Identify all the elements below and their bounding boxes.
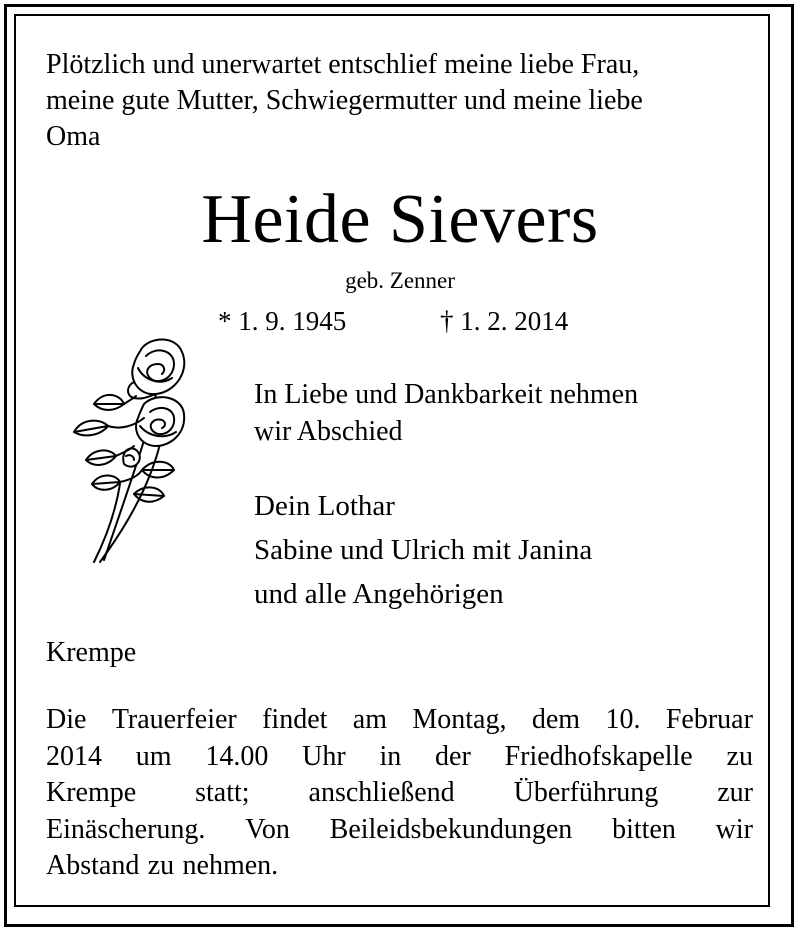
place-name: Krempe [46,637,137,668]
notice-word: Krempe [46,777,137,808]
notice-line [46,812,753,849]
farewell-line: wir Abschied [254,416,403,447]
deceased-name: Heide Sievers [201,181,599,258]
notice-word: Die [46,704,87,735]
notice-word: findet [262,704,328,735]
mourner-line: Sabine und Ulrich mit Janina [254,534,593,566]
notice-line [46,739,753,776]
rose-icon [64,334,204,570]
intro-text [46,47,758,155]
maiden-name: geb. Zenner [345,268,455,293]
farewell-line: In Liebe und Dankbarkeit nehmen [254,379,639,410]
funeral-notice [46,702,753,885]
intro-line: Oma [46,121,101,152]
birth-date: * 1. 9. 1945 [218,306,347,336]
mourners-list [254,484,592,616]
mourner-line: und alle Angehörigen [254,578,504,610]
notice-word: am [352,704,387,735]
notice-word: zur [717,777,753,808]
notice-word: Februar [665,704,753,735]
notice-word: Friedhofskapelle [504,740,693,772]
notice-word: statt; [195,777,250,808]
farewell-text [254,376,638,450]
notice-word: dem [531,704,581,735]
death-date: † 1. 2. 2014 [440,306,569,336]
notice-word: Von [245,813,290,845]
notice-line [46,702,753,739]
notice-word: bitten [612,813,676,845]
notice-word: 14.00 [205,740,269,772]
notice-word: zu [726,740,753,772]
notice-word: wir [715,813,753,845]
notice-word: Montag, [412,704,507,735]
notice-word: nehmen. [182,850,279,881]
notice-word: Einäscherung. [46,813,206,845]
notice-word: Überführung [513,777,659,808]
notice-line [46,848,753,885]
notice-word: Uhr [302,740,346,772]
notice-word: um [135,740,172,772]
notice-word: Beileidsbekundungen [329,813,573,845]
notice-word: 10. [605,704,641,735]
notice-word: zu [147,850,175,881]
notice-line [46,775,753,812]
notice-word: Trauerfeier [111,704,237,735]
intro-line: Plötzlich und unerwartet entschlief meine liebe Frau, [46,49,640,80]
intro-line: meine gute Mutter, Schwiegermutter und meine liebe [46,85,643,116]
notice-word: anschließend [308,777,455,808]
notice-word: in [379,740,402,772]
mourner-line: Dein Lothar [254,490,395,522]
notice-word: Abstand [46,850,140,881]
notice-word: der [435,740,471,772]
notice-word: 2014 [46,740,102,772]
